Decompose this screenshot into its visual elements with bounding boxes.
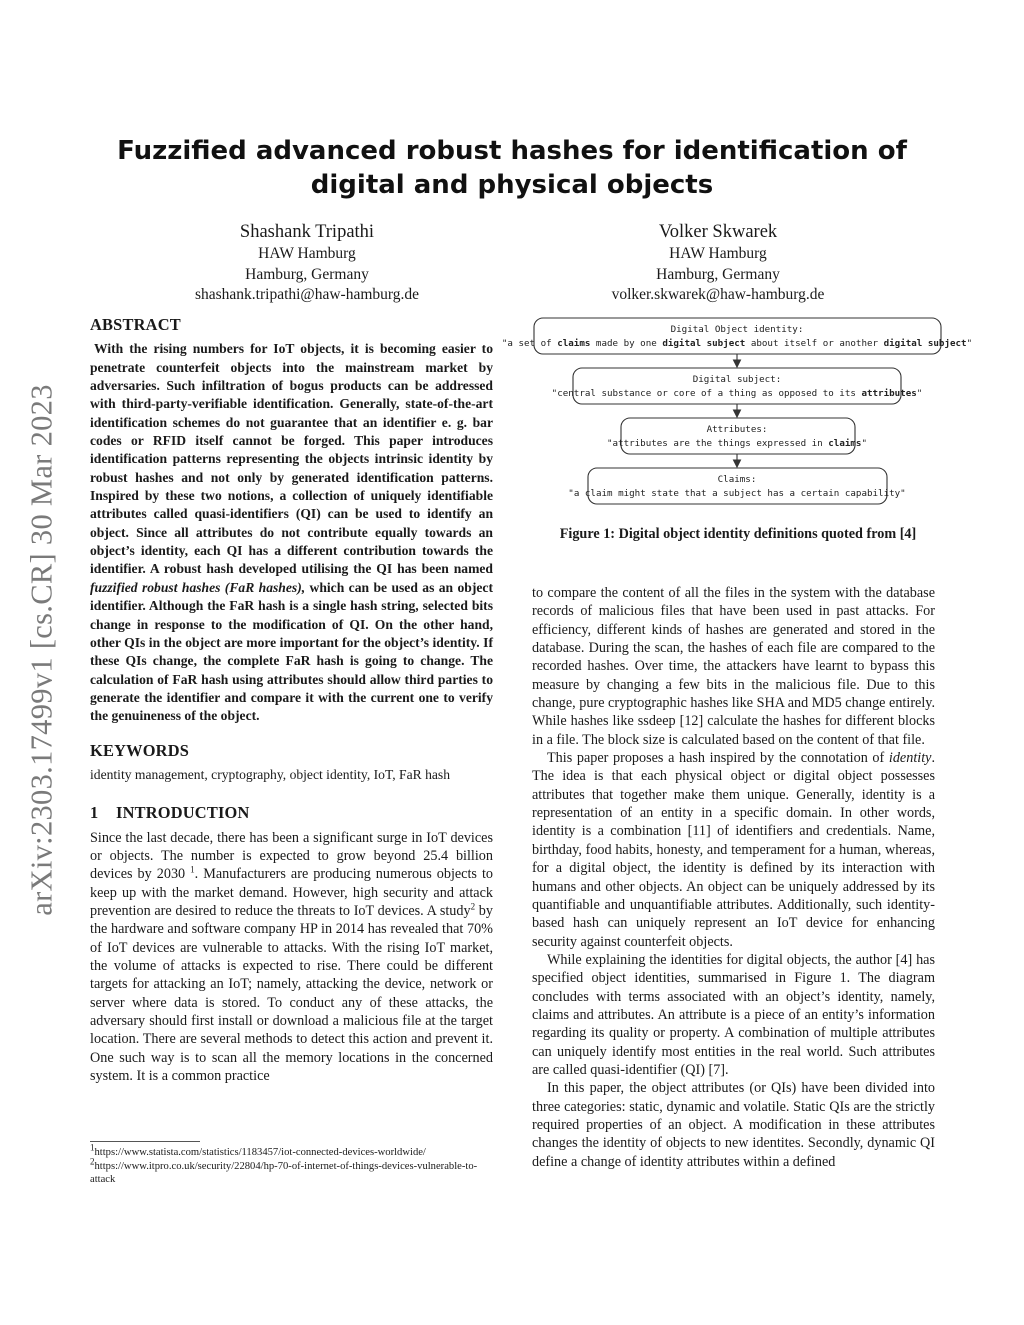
intro-text-part-2: . Manufacturers are producing numerous objects to keep up with the market demand. However, high security and attack prevention are desired to reduce the threats to IoT devices. A study — [90, 866, 493, 919]
figure-caption: Figure 1: Digital object identity definitions quoted from [4] — [559, 526, 917, 542]
box-3-title: Attributes: — [706, 424, 768, 435]
author-affiliation: HAW Hamburg — [669, 245, 767, 262]
footnote-1 — [90, 1142, 493, 1160]
footnote-1-mark: 1 — [90, 1142, 95, 1153]
keywords-text: identity management, cryptography, object identity, IoT, FaR hash — [90, 766, 451, 782]
abstract-emphasis: fuzzified robust hashes (FaR hashes), — [90, 579, 306, 595]
box-3-part: " — [861, 438, 868, 449]
right-paragraph-3: While explaining the identities for digital objects, the author [4] has specified object identities, summarised in Figure 1. The diagram concludes with terms associated with an object’s identity, namely, claims and attributes. An attribute is a piece of an entity’s information regarding its quality or property. A combination of multiple attributes can uniquely identify most entities in the real world. Such attributes are called quasi-identifier (QI) [7]. — [532, 951, 935, 1078]
footnote-1-marker: 1 — [190, 864, 195, 875]
box-1-part: " — [966, 338, 973, 349]
footnote-2 — [90, 1155, 493, 1187]
box-2-definition — [552, 388, 923, 399]
arxiv-identifier-text: arXiv:2303.17499v1 [cs.CR] 30 Mar 2023 — [24, 384, 59, 916]
box-1-part: digital subject — [883, 338, 967, 349]
arxiv-identifier-stamp — [22, 350, 62, 950]
footnote-divider — [90, 1141, 200, 1142]
box-4-definition: "a claim might state that a subject has a certain capability" — [568, 488, 906, 499]
author-location: Hamburg, Germany — [656, 265, 780, 283]
intro-text-part-1: Since the last decade, there has been a significant surge in IoT devices or objects. The number is expected to grow beyond 25.4 billion devices by 2030 — [90, 829, 493, 883]
box-1-part: made by one — [590, 338, 663, 349]
introduction-heading — [90, 804, 493, 822]
footnote-2-url: https://www.itpro.co.uk/security/22804/hp-70-of-internet-of-things-devices-vulnerable-to-attack — [90, 1160, 478, 1185]
author-email: shashank.tripathi@haw-hamburg.de — [194, 286, 420, 303]
paper-title: Fuzzified advanced robust hashes for identification of digital and physical objects — [117, 136, 907, 200]
intro-text-part-3: by the hardware and software company HP in 2014 has revealed that 70% of IoT devices are vulnerable to attacks. With the rising IoT market, the volume of attacks is expected to rise. There could be different targets for attacking an IoT; namely, attacking the device, network or server where data is stored. To conduct any of these attacks, the adversary should first install or download a malicious file at the target location. There are several methods to detect this action and prevent it. One such way is to scan all the memory locations in the concerned system. It is a common practice — [90, 902, 493, 1085]
author-affiliation: HAW Hamburg — [258, 245, 356, 262]
footnote-1-url: https://www.statista.com/statistics/1183457/iot-connected-devices-worldwide/ — [94, 1147, 426, 1158]
left-column — [90, 316, 493, 1085]
abstract-text-part-1: With the rising numbers for IoT objects, it is becoming easier to penetrate counterfeit objects into the mainstream market by adversaries. Such infiltration of bogus products can be addressed with third-party-verifiable identification. Generally, state-of-the-art identification schemes do not guarantee that an identifier e. g. bar codes or RFID itself cannot be forged. This paper introduces identification patterns representing the objects intrinsic identity by robust hashes and not only by generated identification patterns. Inspired by these two notions, a collection of uniquely identifiable attributes called quasi-identifiers (QI) can be used to identify an object. Since all attributes do not contribute equally towards an object’s identity, each QI has a different contribution towards the identifier. A robust hash developed utilising the QI has been named — [90, 341, 493, 577]
box-1-definition — [502, 338, 972, 349]
box-1-part: "a set of — [501, 338, 558, 349]
box-2-part: attributes — [861, 388, 917, 399]
right-paragraph-1: to compare the content of all the files in the system with the database records of malicious files that have been used in past attacks. For efficiency, different kinds of hashes are generated and stored in the database. During the scan, the hashes of each file are compared to the recorded hashes. Over time, the attackers have learnt to bypass this measure by changing a few bits in the malicious file. Due to this change, pure cryptographic hashes like SHA and MD5 change entirely. While hashes like ssdeep [12] calculate the hashes for different blocks in a file. The block size is calculated based on the content of that file. — [532, 585, 935, 748]
footnote-2-marker: 2 — [470, 901, 476, 912]
right-p2-emphasis: identity — [888, 750, 932, 767]
abstract-heading: ABSTRACT — [90, 315, 181, 334]
author-block-1 — [157, 220, 457, 306]
box-2-title: Digital subject: — [692, 374, 782, 385]
box-4-title: Claims: — [717, 474, 757, 485]
box-2-part: " — [916, 388, 923, 399]
author-email: volker.skwarek@haw-hamburg.de — [611, 286, 825, 303]
author-name: Shashank Tripathi — [239, 222, 375, 242]
keywords-heading: KEYWORDS — [90, 740, 190, 760]
box-3-definition — [607, 438, 867, 449]
author-name: Volker Skwarek — [658, 222, 778, 242]
box-1-part: digital subject — [662, 338, 746, 349]
identity-definition-diagram — [501, 316, 973, 516]
abstract-text — [90, 340, 493, 725]
right-column-text — [532, 584, 935, 1171]
right-p2-part-1: This paper proposes a hash inspired by the connotation of — [547, 750, 889, 767]
box-1-part: claims — [557, 338, 591, 349]
author-block-2 — [568, 220, 868, 306]
footnote-2-mark: 2 — [90, 1155, 95, 1166]
section-title: INTRODUCTION — [116, 803, 250, 823]
figure-1-diagram — [501, 316, 973, 516]
author-location: Hamburg, Germany — [245, 265, 369, 283]
abstract-text-part-2: which can be used as an object identifier. Although the FaR hash is a single hash string, selected bits change in response to the modification of QI. On the other hand, other QIs in the object are more important for the object’s identity. If these QIs change, the complete FaR hash is going to change. The calculation of FaR hash using attributes should allow third parties to generate the identifier and compare it with the current one to verify the genuineness of the object. — [90, 579, 493, 724]
right-paragraph-2 — [532, 749, 935, 951]
right-p2-part-2: . The idea is that each physical object or digital object possesses attributes that together make them unique. Generally, identity is a representation of an entity in a specific domain. In other words, identity is a combination [11] of identifiers and credentials. Name, birthday, food habits, honesty, and temperament for a human, whereas, for a digital object, the identity is defined by its interaction with humans and other objects. An object can be uniquely addressed by its quantifiable and unquantifiable attributes. Additionally, such identity-based hash can uniquely represent an IoT device for enhancing security against counterfeit objects. — [532, 750, 935, 950]
box-3-part: "attributes are the things expressed in — [606, 438, 829, 449]
footnotes — [90, 1141, 493, 1187]
box-1-title: Digital Object identity: — [670, 324, 804, 335]
section-number: 1 — [90, 803, 99, 823]
introduction-paragraph — [90, 829, 493, 1086]
box-3-part: claims — [828, 438, 862, 449]
box-2-part: "central substance or core of a thing as opposed to its — [551, 388, 862, 399]
box-1-part: about itself or another — [745, 338, 884, 349]
right-paragraph-4: In this paper, the object attributes (or QIs) have been divided into three categories: static, dynamic and volatile. Static QIs are the strictly required properties of an object. A modification in these attributes changes the identity of objects to new identites. Secondly, dynamic QI define a change of identity attributes within a defined — [532, 1080, 935, 1170]
